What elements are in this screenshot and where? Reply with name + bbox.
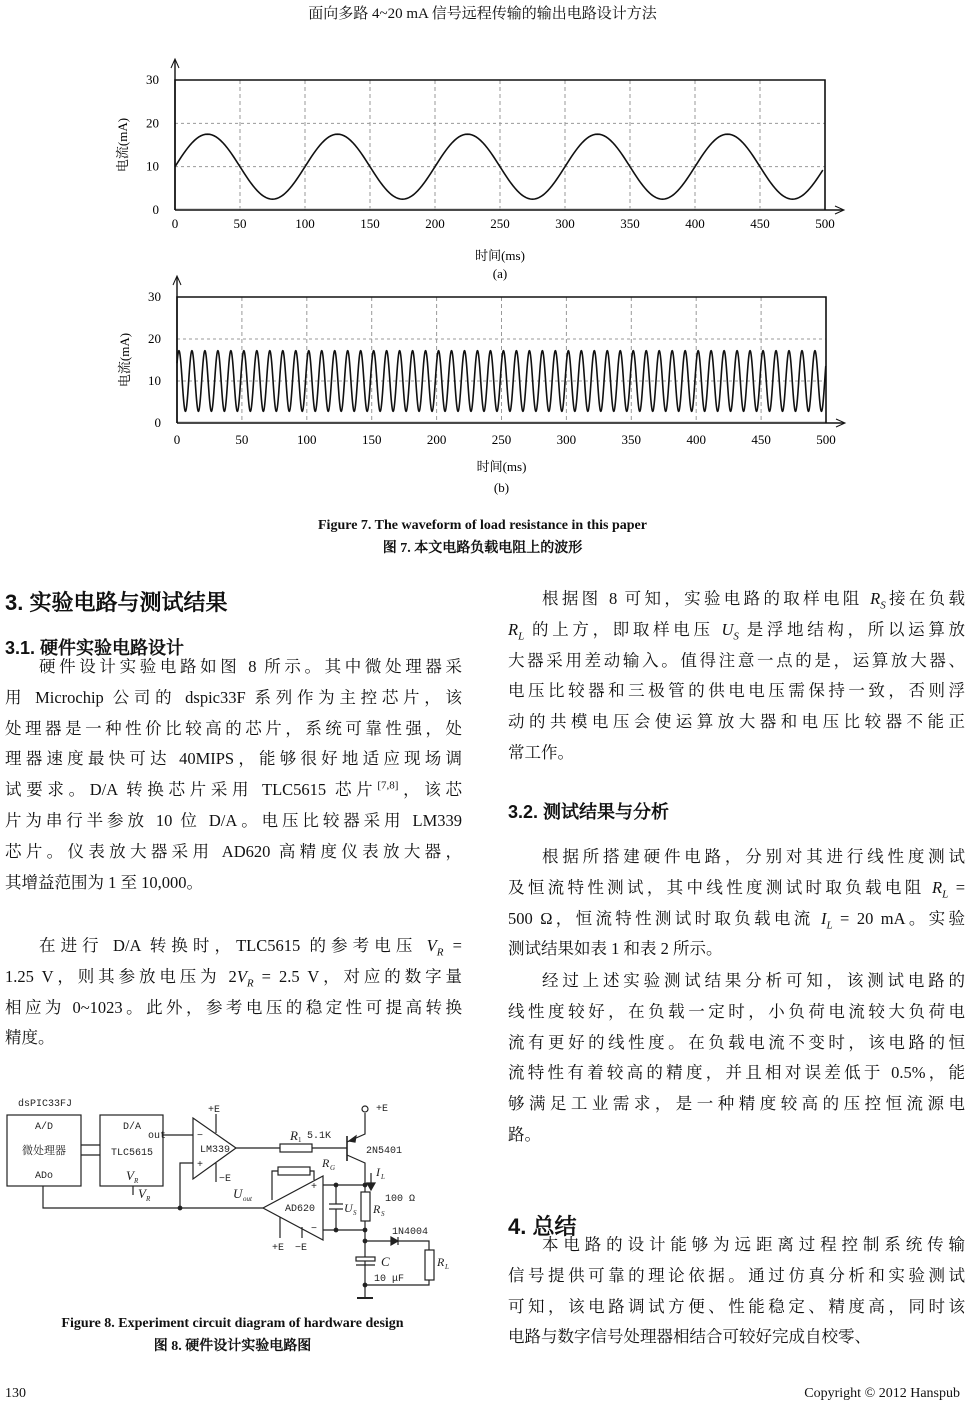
- rg-label: R: [322, 1156, 330, 1170]
- text-line: 理器速度最快可达 40MIPS，能够很好地适应现场调: [5, 749, 462, 769]
- text-line: 用 Microchip 公司的 dspic33F 系列作为主控芯片，该: [5, 687, 462, 707]
- text-line: $R_L$ 的上方，即取样电压 $U_S$ 是浮地结构，所以运算放: [508, 619, 965, 643]
- amplifier-pos-supply: +E: [272, 1243, 285, 1254]
- x-tick-label: 200: [426, 432, 447, 447]
- x-tick-label: 200: [425, 216, 445, 231]
- text-line: 线性度较好，在负载一定时，小负荷电流较大负荷电: [508, 1001, 965, 1021]
- mcu-ad-label: A/D: [34, 1122, 54, 1133]
- mcu-name-label: dsPIC33FJ: [18, 1099, 73, 1110]
- text-line: 信号提供可靠的理论依据。通过仿真分析和实验测试: [508, 1265, 965, 1285]
- dac-name-label: TLC5615: [110, 1148, 154, 1159]
- rl-resistor: [425, 1250, 434, 1280]
- math-variable: $R_L$: [508, 619, 525, 643]
- vr-label: V: [126, 1168, 134, 1183]
- section-4-heading: 4. 总结: [508, 1214, 577, 1239]
- figure-7-caption-zh: 图 7. 本文电路负载电阻上的波形: [382, 541, 583, 556]
- x-tick-label: 100: [297, 432, 317, 447]
- section-3-heading: 3. 实验电路与测试结果: [5, 590, 228, 615]
- text-line: 500 Ω，恒流特性测试时取负载电流 $I_L = 20$ mA。实验: [508, 908, 965, 931]
- y-axis-label: 电流(mA): [115, 117, 130, 173]
- x-axis-label: 时间(ms): [476, 459, 527, 474]
- x-tick-label: 500: [816, 432, 836, 447]
- x-tick-label: 300: [555, 216, 575, 231]
- il-label: I: [376, 1165, 380, 1179]
- x-tick-label: 350: [620, 216, 640, 231]
- text-line: 可知，该电路调试方便、性能稳定、精度高，同时该: [508, 1296, 965, 1316]
- vr-sub: R: [134, 1177, 139, 1185]
- text-line: 路。: [508, 1124, 541, 1144]
- y-tick-label: 20: [148, 331, 161, 346]
- section-3-1-heading: 3.1. 硬件实验电路设计: [5, 638, 185, 658]
- capacitor-symbol: [356, 1257, 375, 1261]
- y-tick-label: 20: [146, 115, 159, 131]
- x-tick-label: 0: [171, 216, 179, 231]
- text-line: 相应为 0~1023。此外，参考电压的稳定性可提高转换: [5, 997, 462, 1017]
- comparator-pos-supply: +E: [208, 1105, 221, 1116]
- il-sub: L: [381, 1173, 385, 1181]
- y-tick-label: 0: [152, 202, 159, 217]
- r1-sub: 1: [298, 1136, 302, 1144]
- figure-8-caption-en: Figure 8. Experiment circuit diagram of hardware design: [61, 1316, 404, 1331]
- amplifier-plus: +: [311, 1182, 318, 1193]
- comparator-minus: −: [197, 1131, 204, 1142]
- x-tick-label: 400: [686, 432, 706, 447]
- x-tick-label: 250: [490, 216, 510, 231]
- vr-ref-label: V: [138, 1186, 146, 1201]
- rs-resistor: [361, 1192, 370, 1221]
- text-line: 1.25 V，则其参放电压为 $2V_R = 2.5$ V，对应的数字量: [5, 966, 462, 990]
- rl-sub: L: [445, 1263, 449, 1271]
- r1-label: R: [290, 1128, 298, 1143]
- comparator-neg-supply: −E: [219, 1174, 232, 1185]
- capacitor-label: C: [381, 1254, 390, 1269]
- text-line: 根据所搭建硬件电路，分别对其进行线性度测试: [542, 847, 965, 866]
- math-variable: $R_S$: [870, 589, 886, 612]
- transistor-supply: +E: [376, 1104, 389, 1115]
- text-line: 电路与数字信号处理器相结合可较好完成自校零、: [508, 1327, 871, 1347]
- text-line: 精度。: [5, 1028, 55, 1048]
- text-line: 其增益范围为 1 至 10,000。: [5, 872, 203, 892]
- uout-sub: out: [243, 1195, 252, 1203]
- text-line: 够满足工业需求，是一种精度较高的压控恒流源电: [508, 1094, 965, 1114]
- chart-a: [115, 59, 844, 281]
- dac-da-label: D/A: [122, 1122, 142, 1133]
- us-label: U: [344, 1201, 353, 1215]
- rg-resistor: [278, 1167, 310, 1175]
- x-tick-label: 150: [360, 216, 380, 231]
- math-variable: $U_S$: [721, 619, 739, 643]
- x-tick-label: 400: [685, 216, 705, 231]
- text-line: 本电路的设计能够为远距离过程控制系统传输: [542, 1235, 965, 1254]
- y-tick-label: 10: [148, 373, 161, 388]
- citation: [7,8]: [377, 779, 399, 792]
- right-paragraph-2: [508, 842, 965, 965]
- text-line: 流有更好的线性度。在负载电流不变时，该电路的恒: [508, 1032, 965, 1052]
- text-line: 及恒流特性测试，其中线性度测试时取负载电阻 $R_L$ =: [508, 877, 965, 901]
- x-tick-label: 450: [751, 432, 771, 447]
- figure-7-charts: [0, 40, 965, 510]
- rg-sub: G: [330, 1164, 336, 1172]
- math-variable: $I_L$: [820, 908, 833, 931]
- x-tick-label: 150: [361, 432, 382, 447]
- text-line: 电压比较器和三极管的供电电压需保持一致，否则浮: [508, 681, 965, 701]
- y-tick-label: 10: [146, 158, 159, 174]
- math-variable: $V_R$: [426, 936, 444, 959]
- amplifier-label: AD620: [284, 1204, 316, 1215]
- text-line: 处理器是一种性价比较高的芯片，系统可靠性强，处: [5, 718, 462, 738]
- r1-resistor: [280, 1144, 312, 1152]
- transistor-label: 2N5401: [366, 1146, 403, 1157]
- math-variable: $R_L$: [932, 877, 949, 901]
- text-line: 根据图 8 可知，实验电路的取样电阻 $R_S$接在负载: [542, 589, 965, 612]
- mcu-pin-label: ADo: [34, 1171, 54, 1182]
- left-paragraph-2: [5, 931, 462, 1054]
- figure-7-caption-en: Figure 7. The waveform of load resistance in this paper: [318, 518, 647, 533]
- y-axis-label: 电流(mA): [117, 332, 132, 388]
- running-header: 面向多路 4~20 mA 信号远程传输的输出电路设计方法: [308, 6, 657, 22]
- x-tick-label: 350: [621, 432, 642, 447]
- vr-ref-sub: R: [146, 1195, 151, 1203]
- right-paragraph-4: [508, 1230, 965, 1353]
- math-variable: $V_R$: [236, 966, 254, 990]
- x-tick-label: 450: [750, 216, 770, 231]
- x-tick-label: 250: [491, 432, 512, 447]
- x-tick-label: 500: [815, 216, 835, 231]
- copyright: Copyright © 2012 Hanspub: [804, 1386, 960, 1401]
- r1-value: 5.1K: [307, 1131, 332, 1142]
- page-number: 130: [5, 1386, 26, 1401]
- diode-symbol: [391, 1237, 398, 1245]
- capacitor-value: 10 μF: [374, 1274, 405, 1285]
- text-line: 试要求。D/A 转换芯片采用 TLC5615 芯片[7,8]，该芯: [5, 779, 462, 800]
- text-line: 芯片。仪表放大器采用 AD620 高精度仪表放大器，: [5, 841, 462, 861]
- figure-8-circuit: [0, 1090, 470, 1310]
- rs-label: R: [373, 1202, 381, 1216]
- x-tick-label: 50: [235, 432, 249, 447]
- x-tick-label: 0: [173, 432, 181, 447]
- y-tick-label: 30: [148, 289, 161, 304]
- x-axis-label: 时间(ms): [475, 248, 525, 263]
- text-line: 大器采用差动输入。值得注意一点的是，运算放大器、: [508, 650, 965, 670]
- y-tick-label: 30: [146, 72, 159, 87]
- text-line: 经过上述实验测试结果分析可知，该测试电路的: [542, 971, 965, 990]
- chart-b: [117, 276, 845, 495]
- text-line: 测试结果如表 1 和表 2 所示。: [508, 939, 723, 959]
- amplifier-minus: −: [311, 1224, 318, 1235]
- text-line: 常工作。: [508, 742, 574, 762]
- x-tick-label: 50: [233, 216, 247, 231]
- figure-8-caption-zh: 图 8. 硬件设计实验电路图: [153, 1339, 312, 1354]
- left-paragraph-1: [5, 652, 462, 898]
- section-3-2-heading: 3.2. 测试结果与分析: [508, 802, 670, 822]
- rs-value: 100 Ω: [385, 1194, 416, 1205]
- uout-label: U: [233, 1186, 243, 1201]
- text-line: 片为串行半参放 10 位 D/A。电压比较器采用 LM339: [5, 810, 462, 830]
- x-tick-label: 100: [295, 216, 315, 231]
- y-tick-label: 0: [154, 415, 161, 430]
- mcu-label: 微处理器: [22, 1145, 66, 1157]
- text-line: 在进行 D/A 转换时，TLC5615 的参考电压 $V_R$ =: [39, 936, 462, 959]
- diode-label: 1N4004: [392, 1227, 429, 1238]
- x-tick-label: 300: [556, 432, 577, 447]
- chart-sublabel: (a): [492, 266, 508, 281]
- amplifier-neg-supply: −E: [295, 1243, 308, 1254]
- rl-label: R: [437, 1255, 445, 1269]
- us-sub: S: [353, 1209, 357, 1217]
- chart-sublabel: (b): [493, 480, 510, 495]
- comparator-plus: +: [197, 1160, 204, 1171]
- text-line: 流特性有着较高的精度，并且相对误差低于 0.5%，能: [508, 1063, 965, 1083]
- right-paragraph-3: [508, 966, 965, 1151]
- rs-sub: S: [381, 1210, 385, 1218]
- comparator-label: LM339: [199, 1145, 231, 1156]
- text-line: 硬件设计实验电路如图 8 所示。其中微处理器采: [39, 657, 462, 676]
- dac-out-label: out: [148, 1131, 167, 1142]
- right-paragraph-1: [508, 584, 965, 769]
- text-line: 动的共模电压会使运算放大器和电压比较器不能正: [508, 712, 965, 732]
